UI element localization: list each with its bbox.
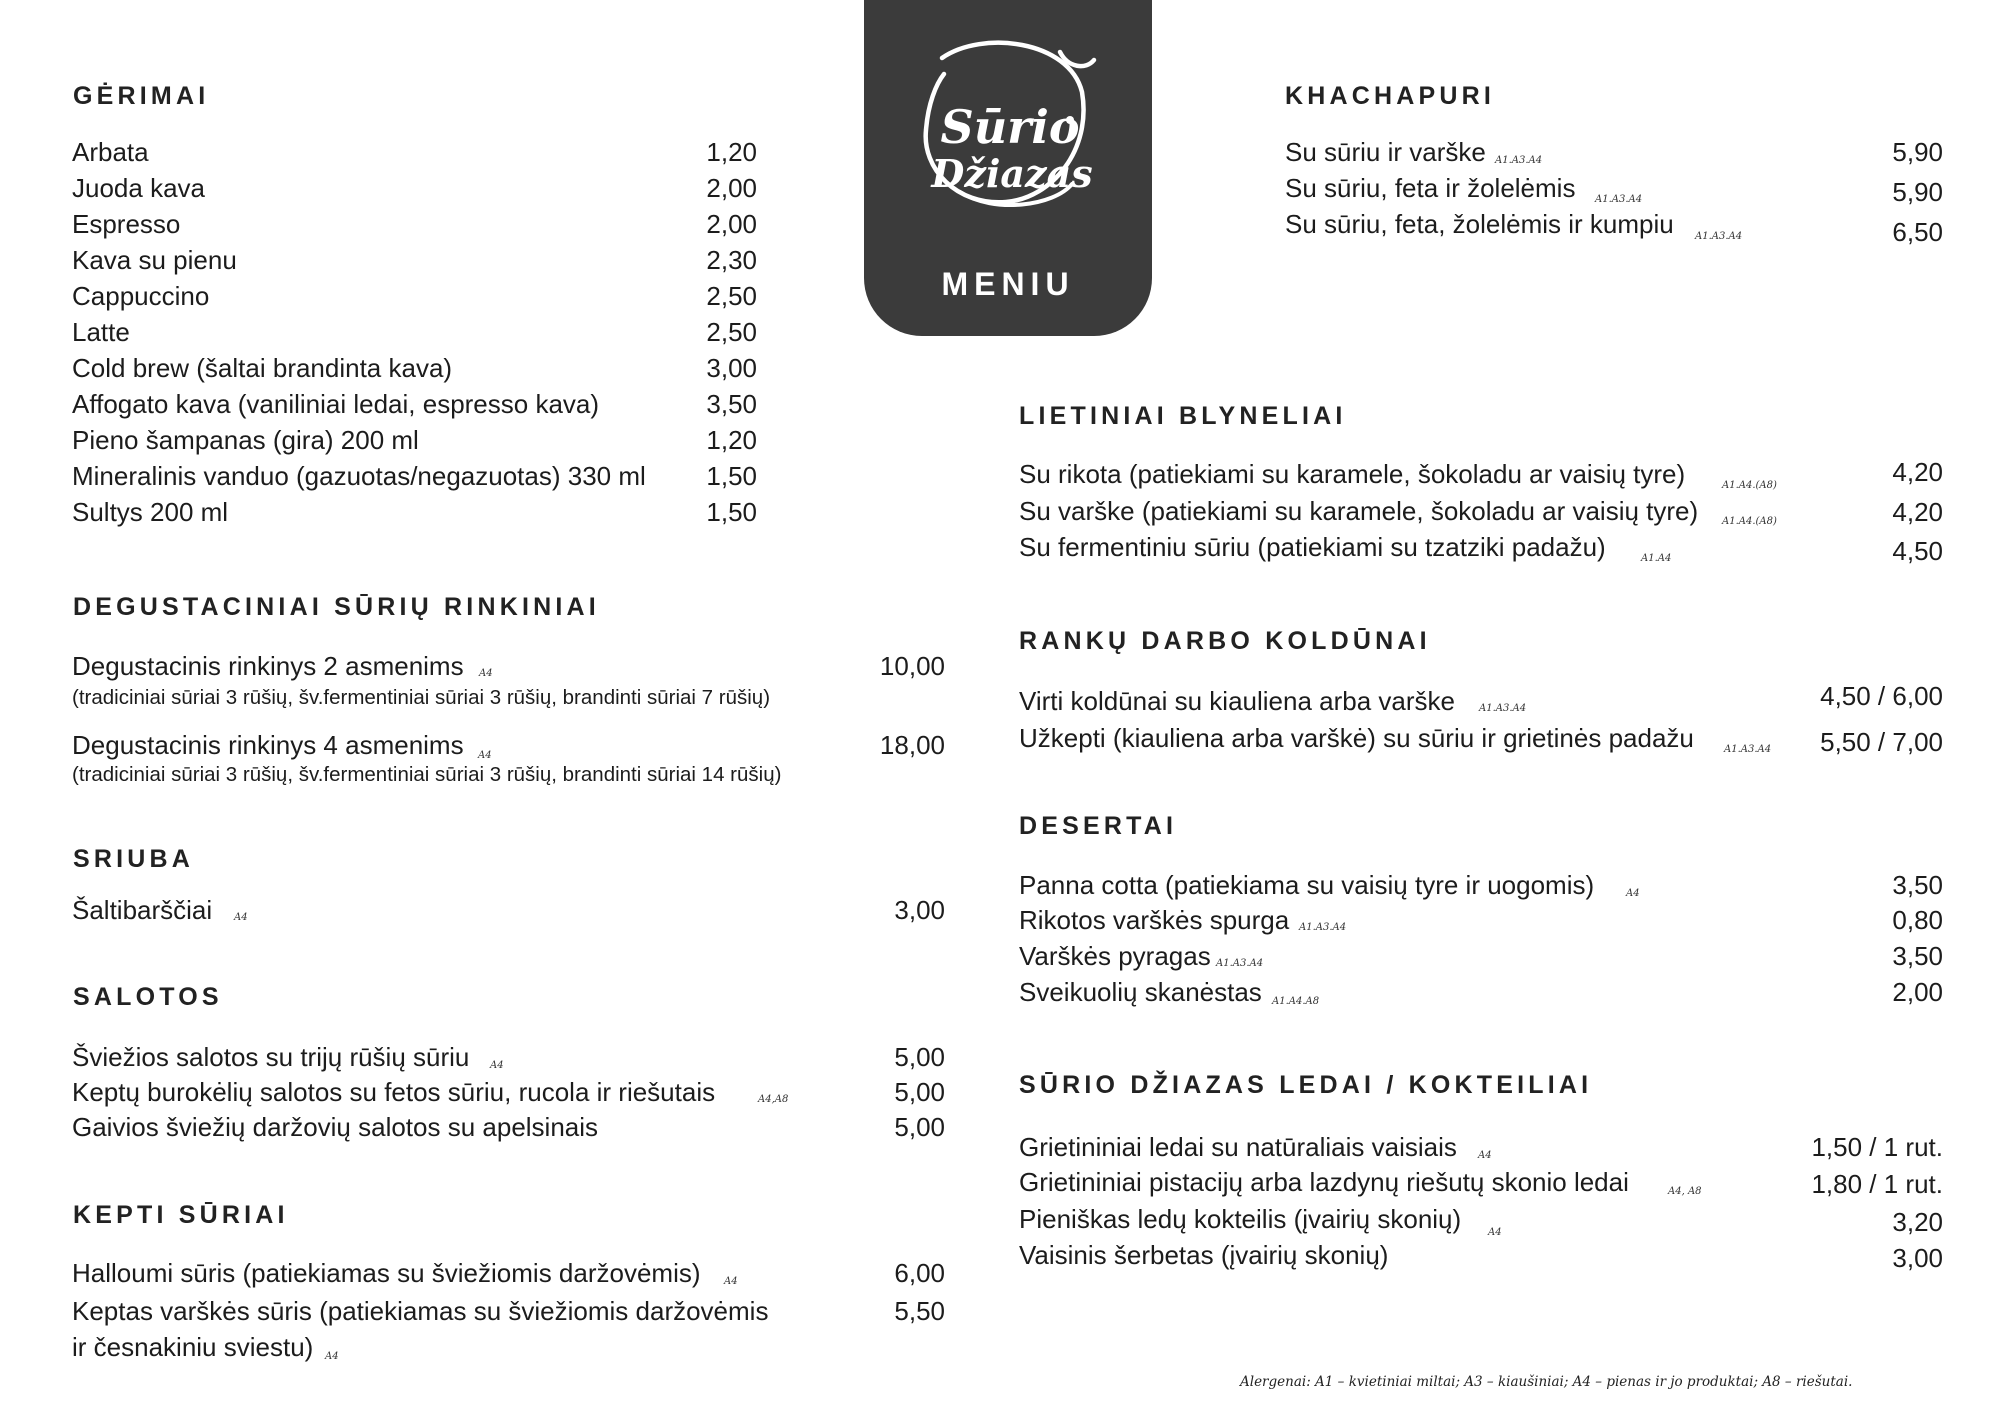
menu-item-name: Arbata [72, 137, 149, 167]
logo-line2: Džiazas [931, 151, 1093, 196]
allergen-code: A1.A3.A4 [1495, 155, 1543, 166]
menu-item-name: Su sūriu ir varške [1285, 137, 1486, 167]
menu-item-name: Halloumi sūris (patiekiamas su šviežiomis daržovėmis) [72, 1258, 701, 1288]
allergen-code: A1.A3.A4 [1695, 231, 1743, 242]
allergen-code: A4 [1478, 1150, 1492, 1161]
menu-item-price: 2,00 [706, 173, 757, 203]
menu-item-price: 5,00 [894, 1077, 945, 1107]
menu-item-name: Gaivios šviežių daržovių salotos su apelsinais [72, 1112, 599, 1142]
menu-item-name: Pieniškas ledų kokteilis (įvairių skonių) [1019, 1204, 1462, 1234]
menu-item-price: 6,00 [894, 1258, 945, 1288]
section-title-blyneliai: LIETINIAI BLYNELIAI [1019, 402, 1347, 430]
allergen-code: A1.A3.A4 [1479, 703, 1527, 714]
menu-item-price: 2,50 [706, 281, 757, 311]
menu-item-name: Degustacinis rinkinys 4 asmenims [72, 730, 464, 760]
menu-item-price: 5,90 [1892, 137, 1943, 167]
allergen-code: A1.A4 [1641, 553, 1672, 564]
menu-item-name: Keptų burokėlių salotos su fetos sūriu, rucola ir riešutais [72, 1077, 716, 1107]
menu-item-price: 5,00 [894, 1112, 945, 1142]
menu-item-name-continued: ir česnakiniu sviestu) [72, 1332, 314, 1362]
menu-item-price: 3,50 [1892, 941, 1943, 971]
section-title-degustaciniai: DEGUSTACINIAI SŪRIŲ RINKINIAI [73, 593, 600, 621]
menu-item-name: Sveikuolių skanėstas [1019, 977, 1262, 1007]
allergen-code: A4,A8 [758, 1094, 789, 1105]
menu-item-name: Su varške (patiekiami su karamele, šokoladu ar vaisių tyre) [1019, 496, 1699, 526]
logo-line1: Sūrio [940, 100, 1080, 154]
menu-item-price: 2,50 [706, 317, 757, 347]
menu-item-price: 3,50 [1892, 870, 1943, 900]
menu-item-price: 2,30 [706, 245, 757, 275]
menu-item-price: 3,00 [894, 895, 945, 925]
allergen-code: A1.A3.A4 [1724, 744, 1772, 755]
menu-item-price: 18,00 [879, 730, 945, 760]
menu-item-price: 3,00 [706, 353, 757, 383]
menu-item-name: Rikotos varškės spurga [1019, 905, 1290, 935]
menu-item-price: 1,20 [706, 137, 757, 167]
menu-item-description: (tradiciniai sūriai 3 rūšių, šv.fermentiniai sūriai 3 rūšių, brandinti sūriai 7 rūšių) [72, 686, 771, 709]
menu-item-name: Vaisinis šerbetas (įvairių skonių) [1019, 1240, 1389, 1270]
section-title-desertai: DESERTAI [1019, 812, 1178, 840]
allergen-code: A4 [234, 912, 248, 923]
menu-item-price: 2,00 [706, 209, 757, 239]
menu-label: MENIU [941, 266, 1075, 302]
menu-item-price: 1,50 [706, 497, 757, 527]
allergen-code: A1.A3.A4 [1299, 922, 1347, 933]
allergen-legend: Alergenai: A1 – kvietiniai miltai; A3 – kiaušiniai; A4 – pienas ir jo produktai; A8 – riešutai. [1240, 1374, 1853, 1390]
menu-item-price: 10,00 [879, 651, 945, 681]
allergen-code: A4, A8 [1668, 1186, 1702, 1197]
menu-item-price: 5,50 / 7,00 [1820, 727, 1943, 757]
menu-item-price: 6,50 [1892, 217, 1943, 247]
allergen-code: A4 [479, 668, 493, 679]
section-title-ledai: SŪRIO DŽIAZAS LEDAI / KOKTEILIAI [1019, 1071, 1593, 1099]
section-title-koldunai: RANKŲ DARBO KOLDŪNAI [1019, 627, 1431, 655]
menu-item-name: Grietininiai ledai su natūraliais vaisiais [1019, 1132, 1457, 1162]
menu-item-name: Užkepti (kiauliena arba varškė) su sūriu ir grietinės padažu [1019, 723, 1694, 753]
menu-item-price: 1,50 [706, 461, 757, 491]
menu-item-name: Panna cotta (patiekiama su vaisių tyre ir uogomis) [1019, 870, 1595, 900]
menu-item-price: 4,20 [1892, 457, 1943, 487]
allergen-code: A1.A4.A8 [1272, 996, 1320, 1007]
menu-item-name: Sultys 200 ml [72, 497, 229, 527]
menu-item-name: Šaltibarščiai [72, 895, 213, 925]
allergen-code: A1.A4.(A8) [1722, 516, 1777, 527]
allergen-code: A4 [478, 750, 492, 761]
menu-item-name: Espresso [72, 209, 181, 239]
menu-item-name: Su fermentiniu sūriu (patiekiami su tzatziki padažu) [1019, 532, 1606, 562]
menu-item-price: 4,20 [1892, 497, 1943, 527]
section-title-sriuba: SRIUBA [73, 845, 195, 873]
section-title-khachapuri: KHACHAPURI [1285, 82, 1496, 110]
menu-item-name: Juoda kava [72, 173, 205, 203]
allergen-code: A4 [490, 1060, 504, 1071]
menu-item-price: 1,50 / 1 rut. [1811, 1132, 1943, 1162]
menu-item-price: 1,20 [706, 425, 757, 455]
menu-item-price: 3,50 [706, 389, 757, 419]
menu-item-price: 3,00 [1892, 1243, 1943, 1273]
section-title-gerimai: GĖRIMAI [73, 82, 210, 110]
allergen-code: A4 [724, 1276, 738, 1287]
menu-item-name: Mineralinis vanduo (gazuotas/negazuotas) 330 ml [72, 461, 646, 491]
allergen-code: A4 [1488, 1227, 1502, 1238]
menu-item-name: Su sūriu, feta ir žolelėmis [1285, 173, 1576, 203]
allergen-code: A1.A3.A4 [1216, 958, 1264, 969]
allergen-code: A1.A3.A4 [1595, 194, 1643, 205]
menu-item-name: Su sūriu, feta, žolelėmis ir kumpiu [1285, 209, 1674, 239]
menu-item-name: Affogato kava (vaniliniai ledai, espresso kava) [72, 389, 600, 419]
section-title-kepti: KEPTI SŪRIAI [73, 1201, 289, 1229]
allergen-code: A1.A4.(A8) [1722, 480, 1777, 491]
menu-item-price: 5,50 [894, 1296, 945, 1326]
menu-item-price: 3,20 [1892, 1207, 1943, 1237]
menu-item-name: Šviežios salotos su trijų rūšių sūriu [72, 1042, 470, 1072]
menu-item-price: 4,50 [1892, 536, 1943, 566]
menu-item-name: Pieno šampanas (gira) 200 ml [72, 425, 419, 455]
menu-item-name: Keptas varškės sūris (patiekiamas su šviežiomis daržovėmis [72, 1296, 769, 1326]
menu-item-price: 0,80 [1892, 905, 1943, 935]
menu-item-name: Varškės pyragas [1019, 941, 1211, 971]
menu-item-name: Kava su pienu [72, 245, 237, 275]
allergen-code: A4 [325, 1351, 339, 1362]
section-title-salotos: SALOTOS [73, 983, 223, 1011]
logo-badge [864, 0, 1152, 336]
menu-item-price: 4,50 / 6,00 [1820, 681, 1943, 711]
menu-item-name: Su rikota (patiekiami su karamele, šokoladu ar vaisių tyre) [1019, 459, 1686, 489]
menu-item-name: Cold brew (šaltai brandinta kava) [72, 353, 453, 383]
allergen-code: A4 [1626, 888, 1640, 899]
menu-item-name: Latte [72, 317, 130, 347]
menu-item-name: Cappuccino [72, 281, 210, 311]
menu-item-name: Degustacinis rinkinys 2 asmenims [72, 651, 464, 681]
menu-item-name: Grietininiai pistacijų arba lazdynų riešutų skonio ledai [1019, 1167, 1629, 1197]
menu-item-description: (tradiciniai sūriai 3 rūšių, šv.fermentiniai sūriai 3 rūšių, brandinti sūriai 14 rūšių) [72, 763, 782, 786]
menu-item-price: 1,80 / 1 rut. [1811, 1169, 1943, 1199]
menu-item-price: 5,00 [894, 1042, 945, 1072]
menu-item-price: 5,90 [1892, 177, 1943, 207]
menu-item-name: Virti koldūnai su kiauliena arba varške [1019, 686, 1455, 716]
menu-item-price: 2,00 [1892, 977, 1943, 1007]
